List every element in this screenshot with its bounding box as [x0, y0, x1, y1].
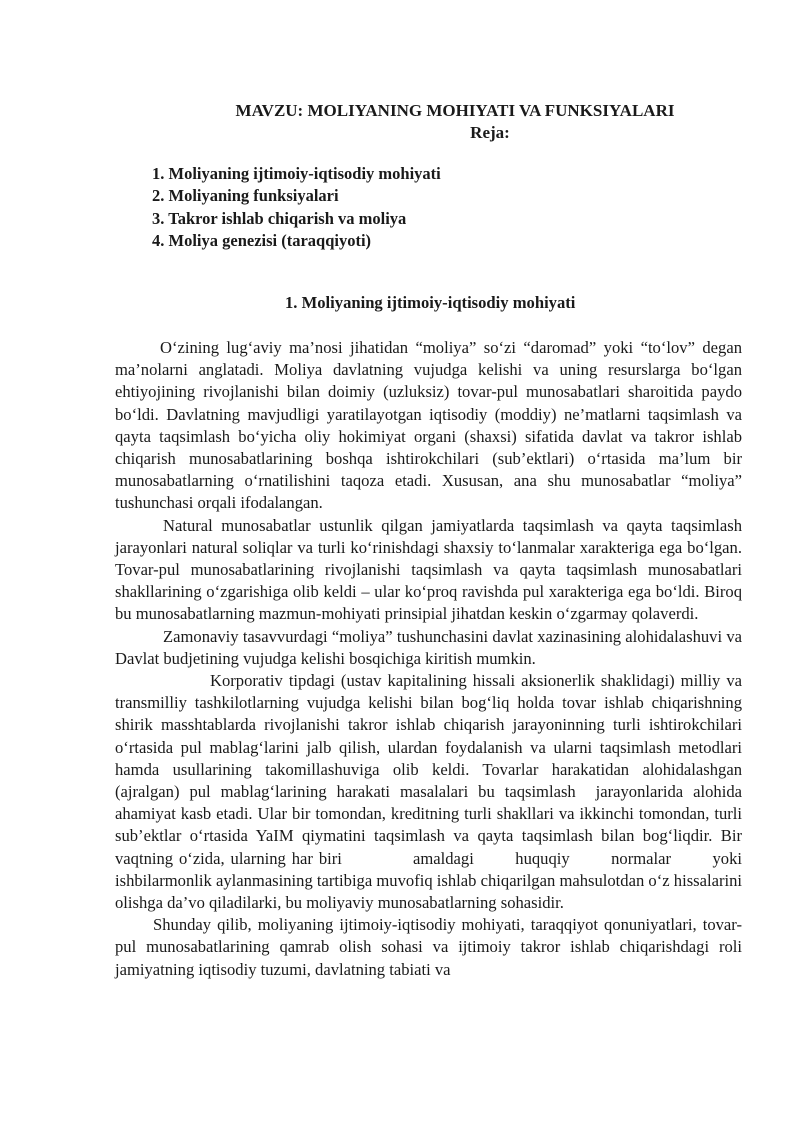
paragraph: Zamonaviy tasavvurdagi “moliya” tushunchasini davlat xazinasining alohidalashuvi va Davlat budjetining vujudga kelishi bosqichiga kiritish mumkin. — [115, 626, 742, 668]
plan-item: 3. Takror ishlab chiqarish va moliya — [152, 208, 407, 228]
plan-list — [152, 163, 441, 253]
paragraph: Shunday qilib, moliyaning ijtimoiy-iqtisodiy mohiyati, taraqqiyot qonuniyatlari, tovar-pul munosabatlarining qamrab olish sohasi va ijtimoiy takror ishlab chiqarishdagi roli jamiyatning iqtisodiy tuzumi, davlatning tabiati va — [115, 915, 742, 979]
paragraph: O‘zining lug‘aviy ma’nosi jihatidan “moliya” so‘zi “daromad” yoki “to‘lov” degan ma’nolarni anglatadi. Moliya davlatning vujudga kelishi va uning resurslarga bo‘lgan ehtiyojining rivojlanishi bilan doimiy (uzluksiz) tovar-pul munosabatlari sharoitida paydo bo‘ldi. Davlatning mavjudligi yaratilayotgan iqtisodiy (moddiy) ne’matlarni taqsimlash va qayta taqsimlash bo‘yicha oliy hokimiyat organi (shaxsi) sifatida davlat va takror ishlab chiqarish munosabatlarining boshqa ishtirokchilari (sub’ektlari) o‘rtasida ma’lum bir munosabatlarning o‘rnatilishini taqoza etadi. Xususan, ana shu munosabatlar “moliya” tushunchasi orqali ifodalangan. — [115, 338, 742, 513]
document-title — [110, 100, 800, 144]
title-line-1: MAVZU: MOLIYANING MOHIYATI VA FUNKSIYALARI — [235, 101, 675, 120]
plan-item: 4. Moliya genezisi (taraqqiyoti) — [152, 231, 372, 251]
plan-item: 1. Moliyaning ijtimoiy-iqtisodiy mohiyati — [152, 164, 441, 183]
section-heading: 1. Moliyaning ijtimoiy-iqtisodiy mohiyati — [285, 293, 576, 312]
paragraph: Natural munosabatlar ustunlik qilgan jamiyatlarda taqsimlash va qayta taqsimlash jarayonlari natural soliqlar va turli ko‘rinishdagi shaxsiy to‘lanmalar xarakteriga ega bo‘lgan. Tovar-pul munosabatlarining rivojlanishi taqsimlash va qayta taqsimlash munosabatlari shakllarining o‘zgarishiga olib keldi – ular ko‘proq ravishda pul xarakteriga ega bo‘ldi. Biroq bu munosabatlarning mazmun-mohiyati prinsipial jihatdan keskin o‘zgarmay qolaverdi. — [115, 515, 742, 624]
title-line-2: Reja: — [470, 123, 510, 143]
paragraph: Korporativ tipdagi (ustav kapitalining hissali aksionerlik shaklidagi) milliy va transmilliy tashkilotlarning vujudga kelishi bilan bog‘liq holda tovar ishlab chiqarishning shirik masshtablarda rivojlanishi takror ishlab chiqarish jarayoninning turli ishtirokchilari o‘rtasida pul mablag‘larini jalb qilish, ulardan foydalanish va ularni taqsimlash metodlari hamda usullarining takomillashuviga olib keldi. Tovarlar harakatidan alohidalashgan (ajralgan) pul mablag‘larining harakati masalalari bu taqsimlash jarayonlarida alohida ahamiyat kasb etadi. Ular bir tomondan, kreditning turli shakllari va ikkinchi tomondan, turli sub’ektlar o‘rtasida YaIM qiymatini taqsimlash va qayta taqsimlash bilan bog‘liqdir. Bir vaqtning o‘zida, ularning har biri amaldagi huquqiy normalar yoki ishbilarmonlik aylanmasining tartibiga muvofiq ishlab chiqarilgan mahsulotdan o‘z hissalarini olishga da’vo qiladilarki, bu moliyaviy munosabatlarning sohasidir. — [115, 671, 747, 913]
plan-item: 2. Moliyaning funksiyalari — [152, 186, 339, 206]
body-text — [115, 337, 747, 981]
